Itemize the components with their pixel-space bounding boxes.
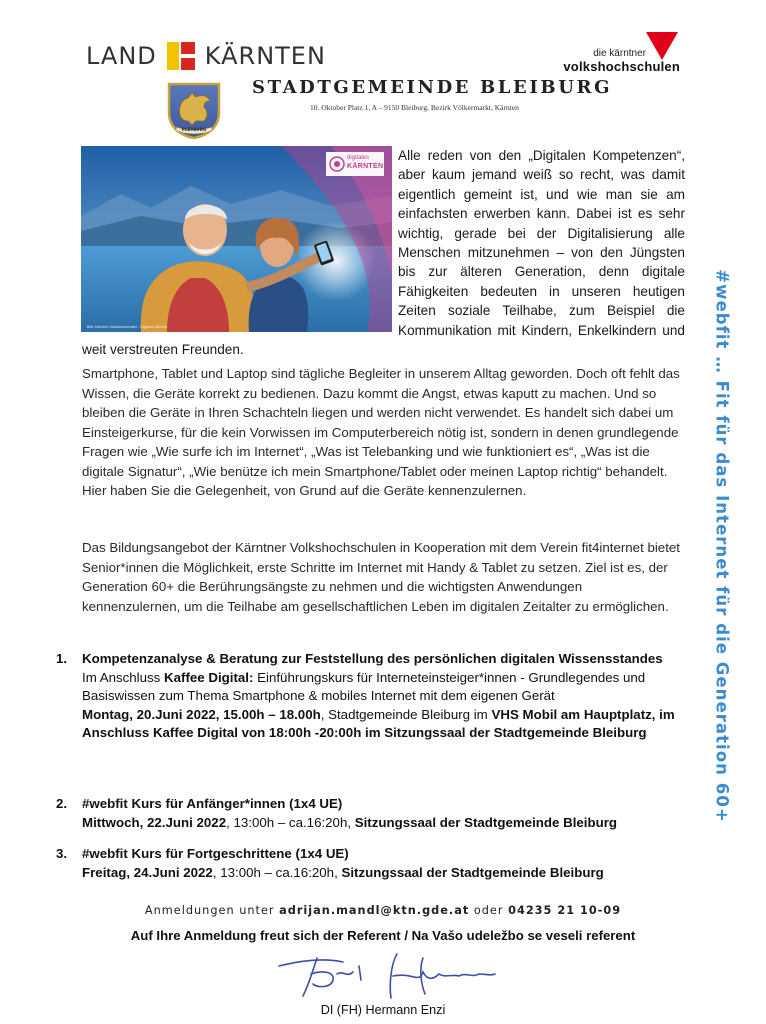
list-number: 1. xyxy=(56,651,68,666)
list-item-title: #webfit Kurs für Fortgeschrittene (1x4 UE) xyxy=(82,846,349,861)
list-number: 3. xyxy=(56,846,68,861)
list-item-title: Kompetenzanalyse & Beratung zur Feststellung des persönlichen digitalen Wissensstandes xyxy=(82,651,663,666)
town-title: STADTGEMEINDE BLEIBURG xyxy=(252,77,613,98)
list-item-schedule: Montag, 20.Juni 2022, 15.00h – 18.00h, Stadtgemeinde Bleiburg im VHS Mobil am Hauptplatz, im Anschluss Kaffee Digital von 18:00h -20:00h im Sitzungssaal der Stadtgemeinde Bleiburg xyxy=(82,706,675,741)
vertical-banner xyxy=(708,256,736,836)
registration-prefix: Anmeldungen unter xyxy=(144,904,280,917)
thanks-line: Auf Ihre Anmeldung freut sich der Referent / Na Vašo udeležbo se veseli referent xyxy=(130,928,636,943)
list-item-1 xyxy=(56,650,686,743)
list-item-3 xyxy=(56,845,686,882)
town-address: 10. Oktober Platz 1, A – 9150 Bleiburg, Bezirk Völkermarkt, Kärnten xyxy=(310,103,519,112)
paragraph-program: Das Bildungsangebot der Kärntner Volkshochschulen in Kooperation mit dem Verein fit4internet bietet Senior*innen die Möglichkeit, erste Schritte im Internet mit Handy & Tablet zu setzen. Ziel ist es, der Generation 60+ die Berührungsängste zu nehmen und die wichtigsten Anwendungen kennenzulernen, um die Teilhabe am gesellschaftlichen Leben im digitalen Zeitalter zu ermöglichen. xyxy=(82,540,680,614)
vhs-logo xyxy=(530,32,680,74)
list-item-2 xyxy=(56,795,686,832)
registration-phone: 04235 21 10-09 xyxy=(508,904,622,917)
land-logo-left-word: LAND xyxy=(86,42,157,70)
intro-paragraph: Alle reden von den „Digitalen Kompetenzen“, aber kaum jemand weiß so recht, was damit eigentlich gemeint ist, und wie man sie am einfachsten erwerben kann. Dabei ist es sehr wichtig, gerade bei der Digitalisierung alle Menschen mitzunehmen – von den Jüngsten bis zur älteren Generation, denn digitale Fähigkeiten bedeuten in unseren heutigen Zeiten soziale Teilhabe, zum Beispiel die Kommunikation mit Kindern, Enkelkindern und weit verstreuten Freunden. xyxy=(82,148,685,358)
vhs-logo-small-text: die kärntner xyxy=(593,48,646,59)
vhs-triangle-icon xyxy=(644,32,678,60)
badge-line2: KÄRNTEN xyxy=(347,163,384,170)
intro-paragraph-wrapper xyxy=(82,146,685,359)
bleiburg-crest-icon xyxy=(166,81,222,139)
registration-middle: oder xyxy=(469,904,509,917)
vhs-logo-big-text: volkshochschulen xyxy=(563,59,680,74)
crest-text: PLEYBVRG xyxy=(181,127,207,132)
signer-name: DI (FH) Hermann Enzi xyxy=(320,1003,446,1017)
handwritten-signature xyxy=(273,944,503,1004)
registration-email-link[interactable]: adrijan.mandl@ktn.gde.at xyxy=(279,904,470,917)
vertical-banner-text: #webfit … Fit für das Internet für die Generation 60+ xyxy=(712,269,732,823)
land-logo-right-word: KÄRNTEN xyxy=(204,42,326,70)
list-number: 2. xyxy=(56,796,68,811)
registration-line xyxy=(0,904,766,917)
land-kaernten-logo xyxy=(86,40,326,72)
paragraph-devices: Smartphone, Tablet und Laptop sind tägliche Begleiter in unserem Alltag geworden. Doch oft fehlt das Wissen, die Geräte korrekt zu bedienen. Dazu kommt die Angst, etwas kaputt zu machen. Und so bleiben die Geräte in Ihren Schachteln liegen und werden nicht verwendet. Es handelt sich dabei um Einsteigerkurse, für die kein Vorwissen im Computerbereich nötig ist, sondern in denen grundlegende Fragen wie „Wie surfe ich im Internet“, „Was ist Telebanking und wie funktioniert es“, „Was ist die digitale Signatur“, „Wie benütze ich mein Smartphone/Tablet oder meinen Laptop richtig“ behandelt. Hier haben Sie die Gelegenheit, von Grund auf die Geräte kennenzulernen. xyxy=(82,366,680,498)
list-item-schedule: Freitag, 24.Juni 2022, 13:00h – ca.16:20h, Sitzungssaal der Stadtgemeinde Bleiburg xyxy=(82,864,604,880)
list-item-title: #webfit Kurs für Anfänger*innen (1x4 UE) xyxy=(82,796,343,811)
hero-caption: Bild: Kärntner Volkshochschulen · Digitales Kärnten xyxy=(87,325,167,329)
badge-line1: digitales xyxy=(347,155,370,161)
list-item-schedule: Mittwoch, 22.Juni 2022, 13:00h – ca.16:20h, Sitzungssaal der Stadtgemeinde Bleiburg xyxy=(82,814,618,830)
list-item-description: Im Anschluss Kaffee Digital: Einführungskurs für Interneteinsteiger*innen - Grundlegendes und Basiswissen zum Thema Smartphone & mobiles Internet mit dem eigenen Gerät xyxy=(82,669,646,704)
kaernten-flag-icon xyxy=(167,42,195,70)
